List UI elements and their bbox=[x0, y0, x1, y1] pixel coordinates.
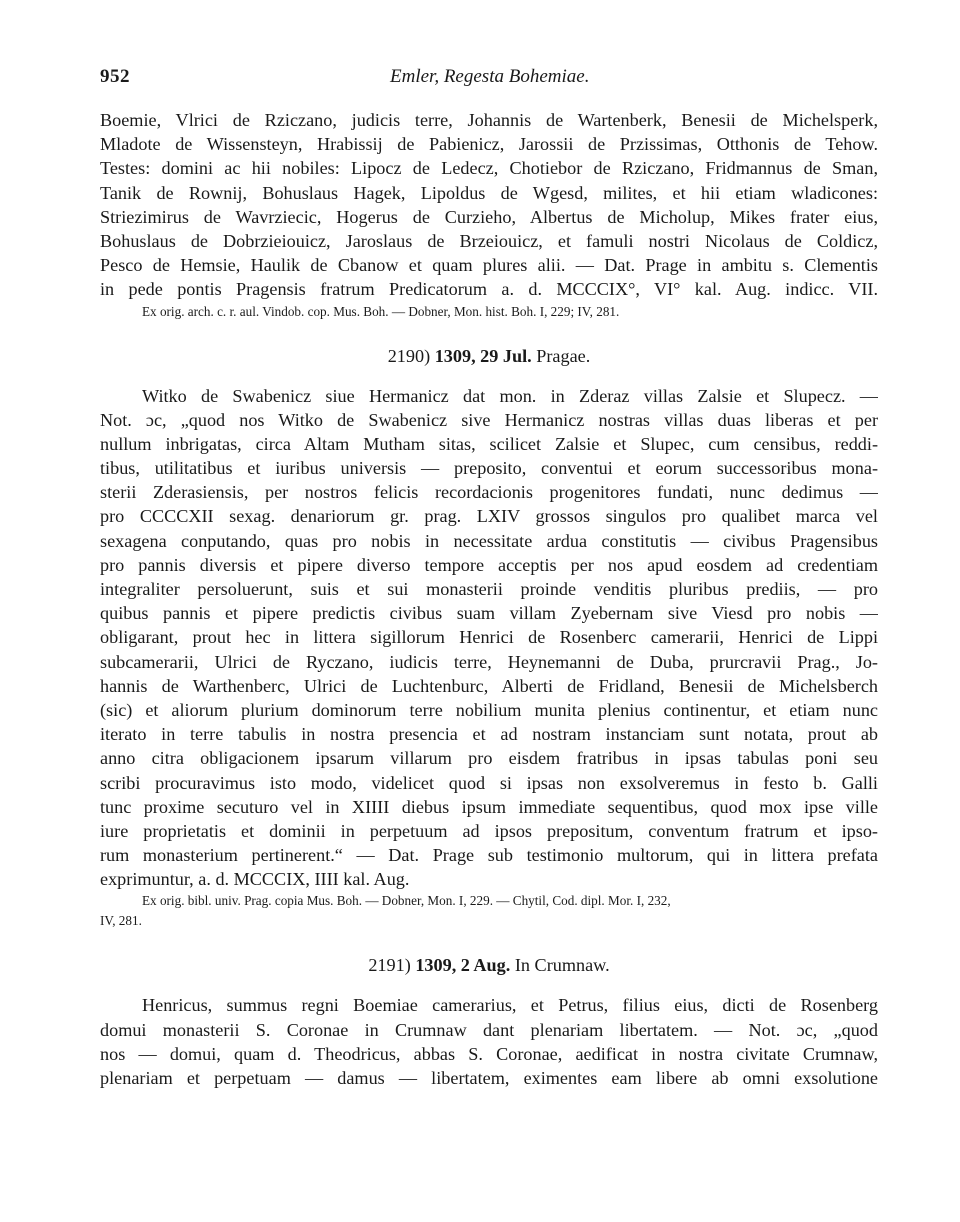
page-body bbox=[100, 108, 878, 1090]
text-line: (sic) et aliorum plurium dominorum terre nobilium munita plenius continentur, et etiam nunc bbox=[100, 699, 878, 720]
page-header bbox=[100, 66, 880, 94]
text-line: hannis de Warthenberc, Ulrici de Luchtenburc, Alberti de Fridland, Benesii de Michelsberch bbox=[100, 675, 878, 696]
source-citation: Ex orig. bibl. univ. Prag. copia Mus. Boh. — Dobner, Mon. I, 229. — Chytil, Cod. dipl. Mor. I, 232, bbox=[142, 893, 671, 909]
text-line: sexagena conputando, quas pro nobis in necessitate ardua constitutis — civibus Pragensibus bbox=[100, 530, 878, 551]
text-line: pro CCCCXII sexag. denariorum gr. prag. LXIV grossos singulos pro qualibet marca vel bbox=[100, 506, 878, 527]
text-line: Bohuslaus de Dobrzieiouicz, Jaroslaus de Brzeiouicz, et famuli nostri Nicolaus de Coldicz, bbox=[100, 230, 878, 251]
text-line: pro pannis diversis et pipere diverso tempore acceptis per nos apud eosdem ad credentiam bbox=[100, 554, 878, 575]
text-line: nos — domui, quam d. Theodricus, abbas S. Coronae, aedificat in nostra civitate Crumnaw, bbox=[100, 1043, 878, 1064]
charter-number: 2190) bbox=[387, 345, 431, 366]
charter-heading bbox=[100, 342, 878, 370]
charter-number: 2191) bbox=[368, 955, 411, 976]
charter-place: Pragae. bbox=[536, 345, 591, 366]
charter-date: 1309, 2 Aug. bbox=[415, 955, 511, 976]
text-line: Pesco de Hemsie, Haulik de Cbanow et quam plures alii. — Dat. Prage in ambitu s. Clementis bbox=[100, 255, 878, 276]
charter-2191 bbox=[100, 951, 878, 1090]
charter-heading bbox=[100, 951, 878, 979]
text-line: tunc proxime secuturo vel in XIIII diebus ipsum immediate sequentibus, quod mox ipse ville bbox=[100, 796, 878, 817]
text-line: in pede pontis Pragensis fratrum Predicatorum a. d. MCCCIX°, VI° kal. Aug. indicc. VII. bbox=[100, 279, 878, 300]
text-line: iterato in terre tabulis in nostra presencia et ad nostram instanciam sunt notata, prout ab bbox=[100, 724, 878, 745]
text-line: nullum inbrigatas, circa Altam Mutham sitas, scilicet Zalsie et Slupec, cum censibus, reddi- bbox=[100, 433, 878, 454]
text-line: integraliter persoluerunt, suis et sui monasterii proinde venditis pluribus prediis, — pro bbox=[100, 579, 878, 599]
text-line: Not. ɔc, „quod nos Witko de Swabenicz sive Hermanicz nostras villas duas liberas et per bbox=[100, 409, 878, 430]
source-citation: Ex orig. arch. c. r. aul. Vindob. cop. Mus. Boh. — Dobner, Mon. hist. Boh. I, 229; IV, 281. bbox=[142, 303, 620, 319]
text-line: quibus pannis et pipere predictis civibus suam villam Zyebernam sive Viesd pro nobis — bbox=[100, 603, 878, 624]
source-citation-continued: IV, 281. bbox=[100, 913, 142, 929]
text-line: Striezimirus de Wavrziecic, Hogerus de Curzieho, Albertus de Micholup, Mikes frater eius, bbox=[100, 206, 878, 227]
text-line: iure proprietatis et dominii in perpetuum ad ipsos prepositum, conventum fratrum et ipso- bbox=[100, 820, 878, 841]
text-line: rum monasterium pertinerent.“ — Dat. Prage sub testimonio multorum, qui in littera prefata bbox=[100, 845, 878, 866]
page-number: 952 bbox=[100, 66, 130, 87]
text-line: subcamerarii, Ulrici de Ryczano, iudicis terre, Heynemanni de Duba, prurcravii Prag., Jo- bbox=[100, 651, 878, 672]
previous-charter bbox=[100, 108, 878, 322]
text-line: Mladote de Wissensteyn, Hrabissij de Pabienicz, Jarossii de Przissimas, Otthonis de Tehow. bbox=[100, 134, 878, 155]
text-line: scribi procuravimus isto modo, videlicet quod si ipsas non exsolveremus in festo b. Galli bbox=[100, 772, 878, 793]
text-line: Tanik de Rownij, Bohuslaus Hagek, Lipoldus de Wgesd, milites, et hii etiam wladicones: bbox=[100, 182, 878, 203]
text-line: anno citra obligacionem ipsarum villarum pro eisdem fratribus in ipsas tabulas poni seu bbox=[100, 748, 878, 769]
text-line: tibus, utilitatibus et iuribus universis — preposito, conventui et eorum successoribus mona- bbox=[100, 458, 878, 479]
charter-place: In Crumnaw. bbox=[514, 955, 610, 976]
running-title: Emler, Regesta Bohemiae. bbox=[390, 66, 590, 87]
text-line: Testes: domini ac hii nobiles: Lipocz de Ledecz, Chotiebor de Rziczano, Fridmannus de Sman, bbox=[100, 158, 878, 179]
text-line: plenariam et perpetuam — damus — libertatem, eximentes eam libere ab omni exsolutione bbox=[100, 1068, 878, 1088]
text-line: domui monasterii S. Coronae in Crumnaw dant plenariam libertatem. — Not. ɔc, „quod bbox=[100, 1019, 878, 1040]
text-line: exprimuntur, a. d. MCCCIX, IIII kal. Aug. bbox=[100, 869, 410, 890]
text-line: obligarant, prout hec in littera sigillorum Henrici de Rosenberc camerarii, Henrici de Lippi bbox=[100, 627, 878, 648]
text-line: sterii Zderasiensis, per nostros felicis recordacionis progenitores fundati, nunc dedimus — bbox=[100, 482, 878, 503]
text-line: Boemie, Vlrici de Rziczano, judicis terre, Johannis de Wartenberk, Benesii de Michelsperk, bbox=[100, 110, 878, 130]
charter-summary: Henricus, summus regni Boemiae camerarius, et Petrus, filius eius, dicti de Rosenberg bbox=[142, 995, 878, 1016]
charter-date: 1309, 29 Jul. bbox=[434, 345, 532, 366]
charter-summary: Witko de Swabenicz siue Hermanicz dat mon. in Zderaz villas Zalsie et Slupecz. — bbox=[142, 385, 878, 406]
charter-2190 bbox=[100, 342, 878, 932]
